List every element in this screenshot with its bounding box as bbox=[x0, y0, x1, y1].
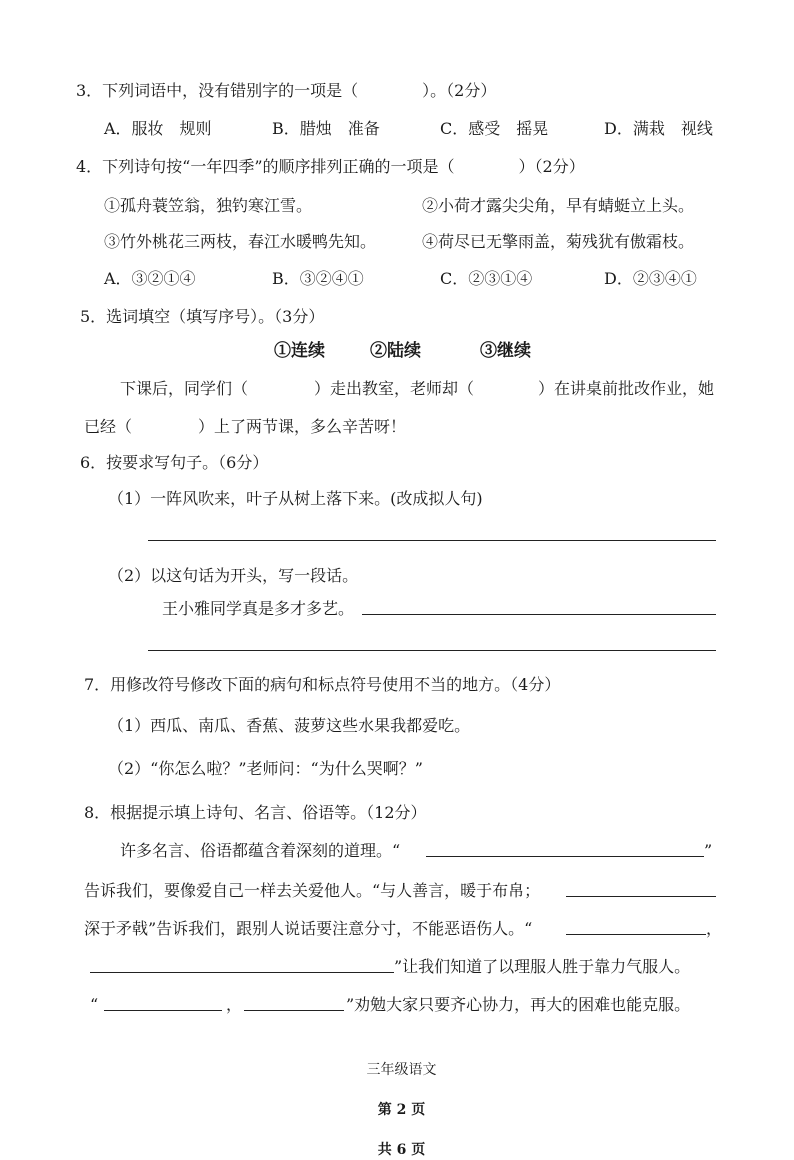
q8-blank-2[interactable] bbox=[566, 896, 716, 897]
q6-sub1-answer-line[interactable] bbox=[148, 540, 716, 541]
q5-line2-part-b: ）上了两节课，多么辛苦呀！ bbox=[198, 417, 407, 436]
q6-stem: 6．按要求写句子。（6分） bbox=[80, 453, 269, 472]
page-footer bbox=[0, 1040, 794, 1160]
q8-blank-6[interactable] bbox=[244, 1010, 344, 1011]
q4-stem: 4．下列诗句按“一年四季”的顺序排列正确的一项是（ ）（2分） bbox=[76, 157, 585, 176]
q6-sub2-answer-line-1[interactable] bbox=[362, 614, 716, 615]
q4-line-3: ③竹外桃花三两枝，春江水暖鸭先知。 bbox=[104, 232, 377, 251]
q4-option-a: A．③②①④ bbox=[104, 269, 196, 288]
q4-line-4: ④荷尽已无擎雨盖，菊残犹有傲霜枝。 bbox=[422, 232, 695, 251]
q8-line1-close-quote: ” bbox=[704, 841, 713, 860]
q6-sub2: （2）以这句话为开头，写一段话。 bbox=[108, 566, 359, 585]
q5-line1-part-c: ）在讲桌前批改作业，她 bbox=[538, 379, 715, 398]
q5-line1-part-a: 下课后，同学们（ bbox=[120, 379, 249, 398]
q8-line5-text: ”劝勉大家只要齐心协力，再大的困难也能克服。 bbox=[346, 995, 691, 1014]
q8-blank-1[interactable] bbox=[426, 856, 704, 857]
q5-choice-2: ②陆续 bbox=[370, 341, 421, 361]
q8-line3-comma: ， bbox=[706, 919, 723, 938]
footer-page-number: 第 2 页 bbox=[377, 1102, 426, 1118]
footer-subject: 三年级语文 bbox=[366, 1062, 437, 1078]
q3-stem: 3．下列词语中，没有错别字的一项是（ ）。（2分） bbox=[76, 81, 497, 100]
q8-line5-open-quote: “ bbox=[90, 995, 99, 1014]
q5-line1-part-b: ）走出教室，老师却（ bbox=[314, 379, 475, 398]
q6-sub2-answer-line-2[interactable] bbox=[148, 650, 716, 651]
q7-stem: 7．用修改符号修改下面的病句和标点符号使用不当的地方。（4分） bbox=[84, 675, 561, 694]
q5-stem: 5．选词填空（填写序号）。（3分） bbox=[80, 307, 325, 326]
q4-option-b: B．③②④① bbox=[272, 269, 364, 288]
q5-choice-3: ③继续 bbox=[480, 341, 531, 361]
q7-sub2: （2）“你怎么啦？”老师问：“为什么哭啊？” bbox=[108, 759, 423, 778]
q3-option-d: D．满栽 视线 bbox=[604, 119, 713, 138]
q8-blank-5[interactable] bbox=[104, 1010, 222, 1011]
q8-stem: 8．根据提示填上诗句、名言、俗语等。（12分） bbox=[84, 803, 427, 822]
q8-line1-text: 许多名言、俗语都蕴含着深刻的道理。“ bbox=[120, 841, 401, 860]
q8-blank-3[interactable] bbox=[566, 934, 706, 935]
q5-choice-1: ①连续 bbox=[274, 341, 325, 361]
q8-line5-comma: ， bbox=[226, 995, 243, 1014]
q5-line2-part-a: 已经（ bbox=[84, 417, 133, 436]
q8-line2-text: 告诉我们，要像爱自己一样去关爱他人。“与人善言，暖于布帛； bbox=[84, 881, 541, 900]
q3-option-b: B．腊烛 准备 bbox=[272, 119, 380, 138]
q6-sub2-lead: 王小雅同学真是多才多艺。 bbox=[162, 599, 355, 618]
q3-option-a: A．服妆 规则 bbox=[104, 119, 212, 138]
q8-line3-text: 深于矛戟”告诉我们，跟别人说话要注意分寸，不能恶语伤人。“ bbox=[84, 919, 533, 938]
q4-line-1: ①孤舟蓑笠翁，独钓寒江雪。 bbox=[104, 196, 313, 215]
q4-option-d: D．②③④① bbox=[604, 269, 697, 288]
q4-line-2: ②小荷才露尖尖角，早有蜻蜓立上头。 bbox=[422, 196, 695, 215]
q8-blank-4[interactable] bbox=[90, 972, 394, 973]
q8-line4-text: ”让我们知道了以理服人胜于靠力气服人。 bbox=[394, 957, 691, 976]
footer-total-pages: 共 6 页 bbox=[377, 1142, 426, 1158]
q7-sub1: （1）西瓜、南瓜、香蕉、菠萝这些水果我都爱吃。 bbox=[108, 716, 471, 735]
q3-option-c: C．感受 摇晃 bbox=[440, 119, 549, 138]
q6-sub1: （1）一阵风吹来，叶子从树上落下来。(改成拟人句) bbox=[108, 489, 483, 508]
q4-option-c: C．②③①④ bbox=[440, 269, 533, 288]
